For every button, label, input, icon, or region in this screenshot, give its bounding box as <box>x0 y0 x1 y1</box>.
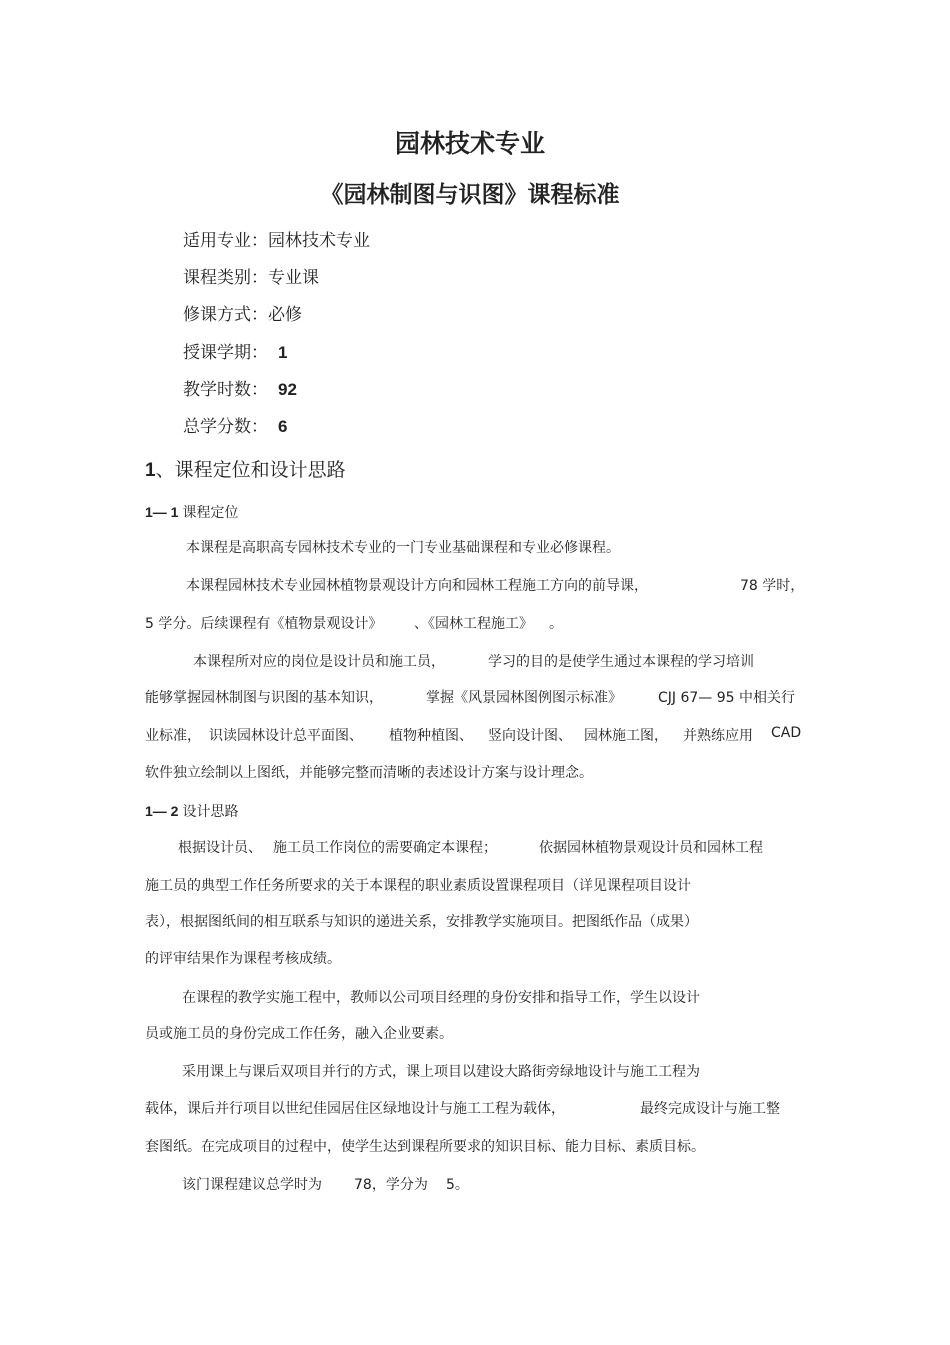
paragraph-line: CJJ 67— 95 中相关行 <box>658 690 796 706</box>
meta-label: 教学时数： <box>183 380 268 400</box>
paragraph-line: 采用课上与课后双项目并行的方式，课上项目以建设大路街旁绿地设计与施工工程为 <box>182 1064 700 1080</box>
paragraph-line: 园林施工图， <box>584 728 668 744</box>
subsection-heading <box>145 801 238 821</box>
page-subtitle: 《园林制图与识图》课程标准 <box>320 182 620 208</box>
paragraph-line: 根据设计员、 <box>178 840 262 856</box>
meta-row-category <box>183 263 319 288</box>
meta-row-major <box>183 226 370 251</box>
paragraph-line: 植物种植图、 <box>389 728 473 744</box>
paragraph-line: 78，学分为 <box>354 1177 428 1193</box>
subsection-number: 1— 1 <box>145 504 179 520</box>
paragraph-line: 能够掌握园林制图与识图的基本知识， <box>145 690 383 706</box>
page-title: 园林技术专业 <box>394 129 545 158</box>
paragraph-line: 掌握《风景园林图例图示标准》 <box>426 690 622 706</box>
paragraph-line: 。 <box>549 616 563 632</box>
paragraph-line: 依据园林植物景观设计员和园林工程 <box>539 840 763 856</box>
paragraph-line: 业标准， <box>145 728 201 744</box>
meta-label: 授课学期： <box>183 343 268 363</box>
paragraph-line: 软件独立绘制以上图纸，并能够完整而清晰的表述设计方案与设计理念。 <box>145 765 593 781</box>
paragraph-line: 施工员的典型工作任务所要求的关于本课程的职业素质设置课程项目（详见课程项目设计 <box>145 878 691 894</box>
paragraph-line: 施工员工作岗位的需要确定本课程； <box>273 840 497 856</box>
paragraph-line: 在课程的教学实施工程中，教师以公司项目经理的身份安排和指导工作，学生以设计 <box>182 990 700 1006</box>
section-number: 1 <box>145 460 156 481</box>
meta-row-term <box>183 338 287 363</box>
subsection-number: 1— 2 <box>145 803 179 819</box>
meta-value: 园林技术专业 <box>268 231 370 251</box>
subsection-title: 设计思路 <box>182 804 239 820</box>
paragraph-line: 本课程所对应的岗位是设计员和施工员， <box>193 654 445 670</box>
paragraph-line: 本课程园林技术专业园林植物景观设计方向和园林工程施工方向的前导课， <box>186 578 648 594</box>
meta-value: 1 <box>278 343 288 362</box>
paragraph-line: 竖向设计图、 <box>488 728 572 744</box>
paragraph-line: 、《园林工程施工》 <box>414 616 533 632</box>
paragraph-line: 该门课程建议总学时为 <box>182 1177 322 1193</box>
meta-value: 专业课 <box>268 268 319 288</box>
paragraph-line: 并熟练应用 <box>683 728 753 744</box>
paragraph-line: 员或施工员的身份完成工作任务，融入企业要素。 <box>145 1026 453 1042</box>
paragraph-line: 5 学分。后续课程有《植物景观设计》 <box>145 616 383 632</box>
meta-row-mode <box>183 300 302 325</box>
paragraph-line: 识读园林设计总平面图、 <box>209 728 363 744</box>
paragraph-line: 5。 <box>446 1177 469 1193</box>
paragraph-line: 78 学时， <box>740 578 805 594</box>
paragraph-line: 的评审结果作为课程考核成绩。 <box>145 951 341 967</box>
paragraph-line: CAD <box>771 725 802 741</box>
meta-label: 修课方式： <box>183 305 268 325</box>
meta-label: 适用专业： <box>183 231 268 251</box>
meta-row-hours <box>183 375 297 400</box>
subsection-title: 课程定位 <box>182 505 239 521</box>
meta-value: 92 <box>278 380 297 399</box>
paragraph-line: 表），根据图纸间的相互联系与知识的递进关系，安排教学实施项目。把图纸作品（成果） <box>145 914 698 930</box>
meta-row-credits <box>183 412 287 437</box>
paragraph-line: 学习的目的是使学生通过本课程的学习培训 <box>488 654 754 670</box>
meta-label: 课程类别： <box>183 268 268 288</box>
meta-label: 总学分数： <box>183 417 268 437</box>
paragraph-line: 最终完成设计与施工整 <box>640 1101 780 1117</box>
paragraph-line: 本课程是高职高专园林技术专业的一门专业基础课程和专业必修课程。 <box>186 540 620 556</box>
subsection-heading <box>145 502 238 522</box>
section-title: 、课程定位和设计思路 <box>155 459 346 481</box>
paragraph-line: 套图纸。在完成项目的过程中，使学生达到课程所要求的知识目标、能力目标、素质目标。 <box>145 1139 705 1155</box>
meta-value: 6 <box>278 417 288 436</box>
meta-value: 必修 <box>268 305 302 325</box>
section-heading <box>145 455 346 482</box>
paragraph-line: 载体，课后并行项目以世纪佳园居住区绿地设计与施工工程为载体， <box>145 1101 565 1117</box>
